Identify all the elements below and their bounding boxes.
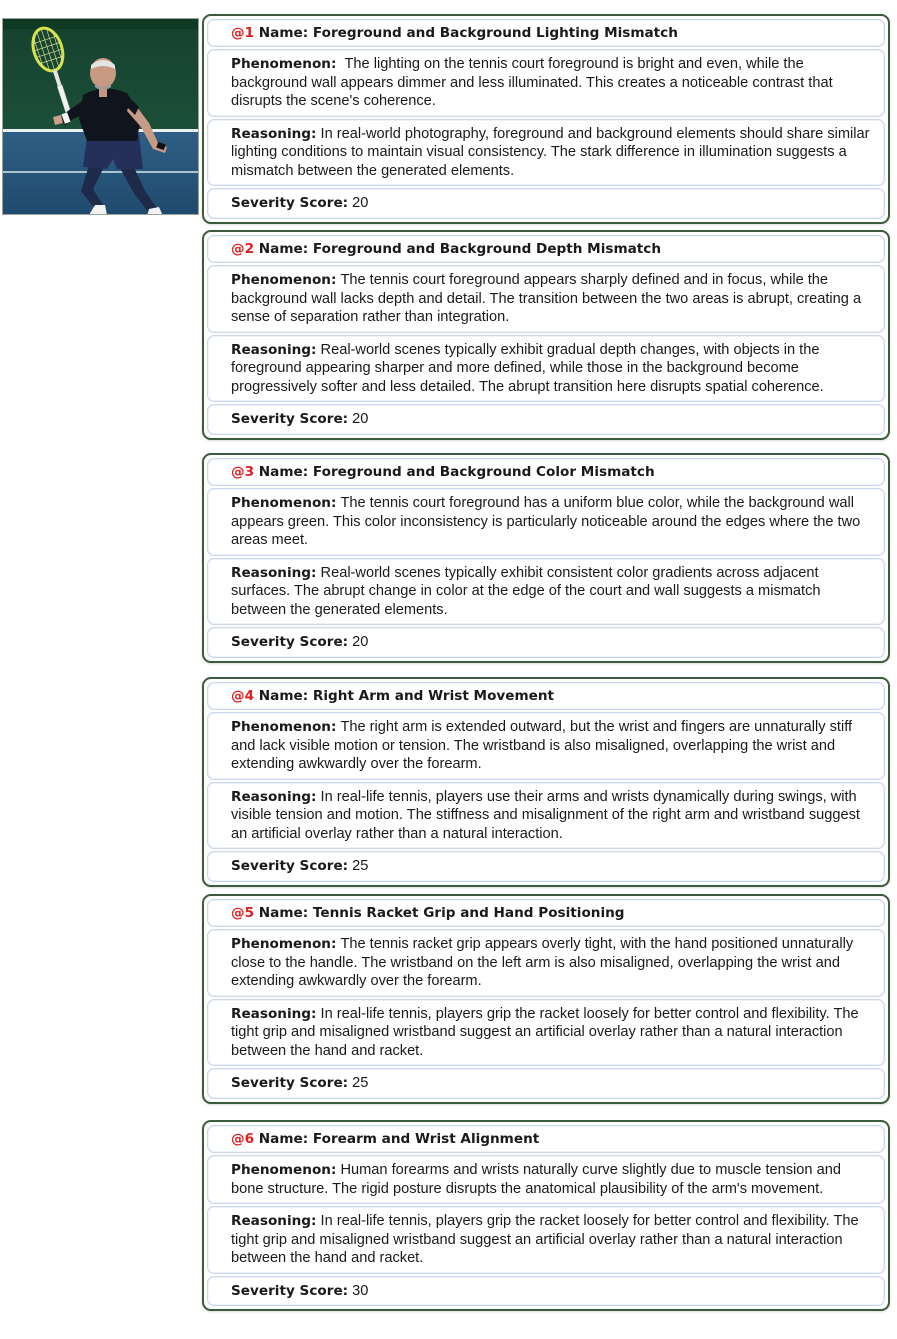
- reasoning-section: [207, 999, 885, 1067]
- severity-value: 20: [352, 195, 369, 211]
- reasoning-text: In real-life tennis, players use their arms and wrists dynamically during swings, with visible tension and motion. The stiffness and misalignment of the right arm and wristband suggest an artificial overlay rather than a natural interaction.: [231, 788, 860, 842]
- reasoning-section: [207, 782, 885, 850]
- phenomenon-text: The tennis court foreground has a uniform blue color, while the background wall appears green. This color inconsistency is particularly noticeable around the edges where the two areas meet.: [231, 495, 861, 548]
- severity-value: 20: [352, 411, 369, 427]
- issue-card: [202, 677, 890, 887]
- issue-number: @1: [231, 25, 255, 41]
- severity-value: 25: [352, 1075, 369, 1091]
- issue-card: [202, 894, 890, 1104]
- name-label: Name:: [258, 25, 309, 41]
- phenomenon-section: [207, 929, 885, 997]
- tennis-scene-illustration: [3, 19, 199, 215]
- reasoning-text: In real-world photography, foreground and background elements should share similar lighting conditions to maintain visual consistency. The stark difference in illumination suggests a mismatch between the generated elements.: [231, 125, 870, 179]
- issue-number: @3: [231, 464, 255, 480]
- issue-card: [202, 230, 890, 440]
- severity-label: Severity Score:: [231, 1075, 349, 1091]
- name-label: Name:: [258, 905, 309, 921]
- severity-section: [207, 404, 885, 435]
- phenomenon-section: [207, 1155, 885, 1204]
- issue-name: Tennis Racket Grip and Hand Positioning: [312, 905, 625, 921]
- severity-label: Severity Score:: [231, 634, 349, 650]
- severity-label: Severity Score:: [231, 1282, 349, 1299]
- issue-header: [207, 19, 885, 47]
- reasoning-section: [207, 558, 885, 626]
- severity-label: Severity Score:: [231, 411, 349, 427]
- issue-header: [207, 1125, 885, 1153]
- issue-header: [207, 899, 885, 927]
- issue-name: Foreground and Background Color Mismatch: [312, 464, 655, 480]
- severity-value: 30: [352, 1282, 369, 1299]
- phenomenon-label: Phenomenon:: [231, 936, 337, 952]
- severity-label: Severity Score:: [231, 195, 349, 211]
- issue-number: @2: [231, 241, 255, 257]
- issue-name: Foreground and Background Lighting Mismatch: [312, 25, 678, 41]
- reasoning-text: Real-world scenes typically exhibit consistent color gradients across adjacent surfaces. The abrupt change in color at the edge of the court and wall suggests a mismatch between the generated elements.: [231, 564, 821, 618]
- phenomenon-label: Phenomenon:: [231, 719, 337, 735]
- phenomenon-text: The lighting on the tennis court foreground is bright and even, while the background wall appears dimmer and less illuminated. This creates a noticeable contrast that disrupts the scene's coherence.: [231, 56, 833, 109]
- name-label: Name:: [258, 241, 309, 257]
- issue-header: [207, 235, 885, 263]
- reasoning-label: Reasoning:: [231, 788, 317, 805]
- issue-card: [202, 453, 890, 663]
- phenomenon-label: Phenomenon:: [231, 495, 337, 511]
- issue-header: [207, 682, 885, 710]
- severity-section: [207, 851, 885, 882]
- reasoning-section: [207, 119, 885, 187]
- phenomenon-label: Phenomenon:: [231, 272, 337, 288]
- reasoning-label: Reasoning:: [231, 564, 317, 581]
- phenomenon-text: Human forearms and wrists naturally curve slightly due to muscle tension and bone structure. The rigid posture disrupts the anatomical plausibility of the arm's movement.: [231, 1162, 841, 1197]
- severity-section: [207, 188, 885, 219]
- tennis-player-photo: [2, 18, 199, 215]
- reasoning-label: Reasoning:: [231, 1005, 317, 1022]
- issue-card: [202, 1120, 890, 1311]
- reasoning-label: Reasoning:: [231, 341, 317, 358]
- severity-section: [207, 627, 885, 658]
- issue-number: @6: [231, 1131, 255, 1147]
- phenomenon-section: [207, 49, 885, 117]
- name-label: Name:: [258, 1131, 309, 1147]
- reasoning-section: [207, 1206, 885, 1274]
- severity-label: Severity Score:: [231, 858, 349, 874]
- reasoning-label: Reasoning:: [231, 125, 317, 142]
- name-label: Name:: [258, 688, 309, 704]
- phenomenon-section: [207, 488, 885, 556]
- severity-section: [207, 1276, 885, 1307]
- reasoning-label: Reasoning:: [231, 1213, 317, 1229]
- issue-number: @5: [231, 905, 255, 921]
- name-label: Name:: [258, 464, 309, 480]
- reasoning-section: [207, 335, 885, 403]
- phenomenon-text: The right arm is extended outward, but the wrist and fingers are unnaturally stiff and lack visible motion or tension. The wristband is also misaligned, overlapping the wrist and extending awkwardly over the forearm.: [231, 719, 853, 772]
- severity-value: 25: [352, 858, 369, 874]
- reasoning-text: Real-world scenes typically exhibit gradual depth changes, with objects in the foreground appearing sharper and more defined, while those in the background become progressively softer and less detailed. The abrupt transition here disrupts spatial coherence.: [231, 341, 824, 395]
- issue-name: Forearm and Wrist Alignment: [312, 1131, 540, 1147]
- reasoning-text: In real-life tennis, players grip the racket loosely for better control and flexibility. The tight grip and misaligned wristband suggest an artificial overlay rather than a natural interaction between the hand and racket.: [231, 1213, 859, 1266]
- phenomenon-section: [207, 265, 885, 333]
- issue-header: [207, 458, 885, 486]
- phenomenon-text: The tennis racket grip appears overly tight, with the hand positioned unnaturally close to the handle. The wristband on the left arm is also misaligned, overlapping the wrist and extending awkwardly over the forearm.: [231, 936, 854, 989]
- severity-section: [207, 1068, 885, 1099]
- issue-name: Foreground and Background Depth Mismatch: [312, 241, 662, 257]
- phenomenon-label: Phenomenon:: [231, 56, 337, 72]
- phenomenon-label: Phenomenon:: [231, 1162, 337, 1178]
- issue-name: Right Arm and Wrist Movement: [312, 688, 555, 704]
- issue-number: @4: [231, 688, 255, 704]
- reasoning-text: In real-life tennis, players grip the racket loosely for better control and flexibility. The tight grip and misaligned wristband suggest an artificial overlay rather than a natural interaction between the hand and racket.: [231, 1005, 859, 1059]
- issue-card: [202, 14, 890, 224]
- phenomenon-text: The tennis court foreground appears sharply defined and in focus, while the background wall lacks depth and detail. The transition between the two areas is abrupt, creating a sense of separation rather than integration.: [231, 272, 862, 325]
- severity-value: 20: [352, 634, 369, 650]
- phenomenon-section: [207, 712, 885, 780]
